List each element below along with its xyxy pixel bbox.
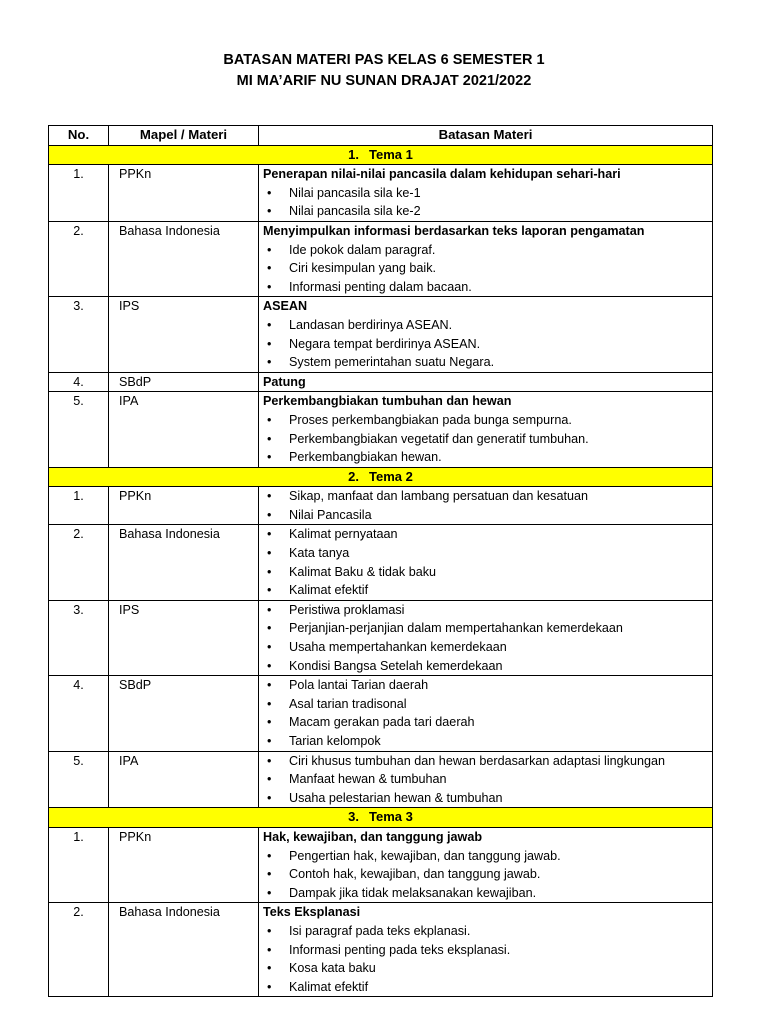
material-point: • Kalimat pernyataan — [263, 525, 708, 544]
material-points-list — [263, 525, 708, 599]
material-points-list — [263, 316, 708, 372]
material-point: • Dampak jika tidak melaksanakan kewajiban. — [263, 884, 708, 903]
material-point: • Isi paragraf pada teks ekplanasi. — [263, 922, 708, 941]
row-number: 1. — [49, 165, 109, 222]
material-point: • Asal tarian tradisonal — [263, 695, 708, 714]
material-point: • Peristiwa proklamasi — [263, 601, 708, 620]
row-number: 2. — [49, 903, 109, 997]
materi-table — [48, 125, 713, 997]
material-point: • Usaha mempertahankan kemerdekaan — [263, 638, 708, 657]
material-point: • Pengertian hak, kewajiban, dan tanggung jawab. — [263, 847, 708, 866]
subject-name: PPKn — [109, 487, 259, 525]
material-point: • Pola lantai Tarian daerah — [263, 676, 708, 695]
subject-name: SBdP — [109, 676, 259, 751]
table-row — [49, 751, 713, 808]
row-number: 3. — [49, 297, 109, 372]
material-point: • Ciri khusus tumbuhan dan hewan berdasarkan adaptasi lingkungan — [263, 752, 708, 771]
material-point: • Kalimat efektif — [263, 978, 708, 997]
material-points-list — [263, 752, 708, 808]
material-point: • Kondisi Bangsa Setelah kemerdekaan — [263, 657, 708, 676]
table-row — [49, 297, 713, 372]
material-points-list — [263, 241, 708, 297]
material-points-list — [263, 411, 708, 467]
subject-name: SBdP — [109, 372, 259, 392]
material-point: • Negara tempat berdirinya ASEAN. — [263, 335, 708, 354]
theme-number: 3. — [348, 809, 359, 825]
table-row — [49, 600, 713, 675]
theme-row — [49, 145, 713, 165]
table-header-row — [49, 126, 713, 146]
table-row — [49, 525, 713, 600]
row-number: 1. — [49, 827, 109, 902]
material-point: • Ciri kesimpulan yang baik. — [263, 259, 708, 278]
material-point: • Manfaat hewan & tumbuhan — [263, 770, 708, 789]
table-row — [49, 221, 713, 296]
material-point: • Landasan berdirinya ASEAN. — [263, 316, 708, 335]
material-point: • Nilai Pancasila — [263, 506, 708, 525]
subject-name: IPA — [109, 751, 259, 808]
material-cell — [259, 827, 713, 902]
material-points-list — [263, 676, 708, 750]
material-heading: Teks Eksplanasi — [263, 905, 361, 920]
material-point: • Kosa kata baku — [263, 959, 708, 978]
document-title-line-1: BATASAN MATERI PAS KELAS 6 SEMESTER 1 — [223, 52, 545, 68]
subject-name: IPA — [109, 392, 259, 467]
theme-label: Tema 2 — [369, 468, 413, 484]
material-point: • Nilai pancasila sila ke-1 — [263, 184, 708, 203]
theme-cell — [49, 808, 713, 828]
material-point: • Proses perkembangbiakan pada bunga sempurna. — [263, 411, 708, 430]
column-header-no: No. — [49, 126, 109, 146]
theme-row — [49, 467, 713, 487]
material-cell — [259, 903, 713, 997]
theme-number: 2. — [348, 468, 359, 484]
material-point: • Informasi penting pada teks eksplanasi. — [263, 941, 708, 960]
material-point: • Tarian kelompok — [263, 732, 708, 751]
material-heading: Penerapan nilai-nilai pancasila dalam kehidupan sehari-hari — [263, 167, 621, 182]
theme-number: 1. — [348, 146, 359, 162]
material-point: • Kalimat Baku & tidak baku — [263, 563, 708, 582]
table-row — [49, 827, 713, 902]
material-point: • Usaha pelestarian hewan & tumbuhan — [263, 789, 708, 808]
material-point: • Kata tanya — [263, 544, 708, 563]
material-cell — [259, 372, 713, 392]
column-header-mapel: Mapel / Materi — [109, 126, 259, 146]
theme-cell — [49, 467, 713, 487]
material-cell — [259, 525, 713, 600]
material-points-list — [263, 847, 708, 903]
material-cell — [259, 487, 713, 525]
material-point: • Macam gerakan pada tari daerah — [263, 713, 708, 732]
subject-name: Bahasa Indonesia — [109, 903, 259, 997]
row-number: 5. — [49, 751, 109, 808]
material-point: • Perkembangbiakan vegetatif dan generatif tumbuhan. — [263, 430, 708, 449]
material-heading: ASEAN — [263, 299, 308, 314]
row-number: 4. — [49, 372, 109, 392]
document-header — [0, 0, 768, 92]
material-point: • System pemerintahan suatu Negara. — [263, 353, 708, 372]
subject-name: PPKn — [109, 827, 259, 902]
material-cell — [259, 600, 713, 675]
material-cell — [259, 297, 713, 372]
material-point: • Contoh hak, kewajiban, dan tanggung jawab. — [263, 865, 708, 884]
material-point: • Sikap, manfaat dan lambang persatuan dan kesatuan — [263, 487, 708, 506]
material-heading: Patung — [263, 374, 306, 389]
table-row — [49, 487, 713, 525]
material-cell — [259, 751, 713, 808]
table-row — [49, 392, 713, 467]
material-cell — [259, 165, 713, 222]
theme-label: Tema 3 — [369, 809, 413, 825]
material-point: • Ide pokok dalam paragraf. — [263, 241, 708, 260]
column-header-batasan: Batasan Materi — [259, 126, 713, 146]
row-number: 4. — [49, 676, 109, 751]
table-row — [49, 676, 713, 751]
row-number: 3. — [49, 600, 109, 675]
document-title-line-2: MI MA’ARIF NU SUNAN DRAJAT 2021/2022 — [236, 73, 532, 89]
material-point: • Kalimat efektif — [263, 581, 708, 600]
theme-row — [49, 808, 713, 828]
material-points-list — [263, 601, 708, 675]
row-number: 2. — [49, 525, 109, 600]
row-number: 1. — [49, 487, 109, 525]
subject-name: PPKn — [109, 165, 259, 222]
theme-label: Tema 1 — [369, 146, 413, 162]
subject-name: Bahasa Indonesia — [109, 221, 259, 296]
material-heading: Hak, kewajiban, dan tanggung jawab — [263, 829, 483, 844]
material-point: • Perkembangbiakan hewan. — [263, 448, 708, 467]
subject-name: IPS — [109, 600, 259, 675]
material-cell — [259, 221, 713, 296]
subject-name: Bahasa Indonesia — [109, 525, 259, 600]
table-row — [49, 372, 713, 392]
material-heading: Menyimpulkan informasi berdasarkan teks laporan pengamatan — [263, 223, 645, 238]
material-point: • Perjanjian-perjanjian dalam mempertahankan kemerdekaan — [263, 619, 708, 638]
row-number: 5. — [49, 392, 109, 467]
table-body — [49, 145, 713, 997]
material-points-list — [263, 922, 708, 996]
material-points-list — [263, 487, 708, 524]
theme-cell — [49, 145, 713, 165]
table-row — [49, 903, 713, 997]
subject-name: IPS — [109, 297, 259, 372]
row-number: 2. — [49, 221, 109, 296]
material-heading: Perkembangbiakan tumbuhan dan hewan — [263, 394, 512, 409]
table-row — [49, 165, 713, 222]
material-points-list — [263, 184, 708, 221]
material-point: • Informasi penting dalam bacaan. — [263, 278, 708, 297]
material-point: • Nilai pancasila sila ke-2 — [263, 202, 708, 221]
material-cell — [259, 392, 713, 467]
material-cell — [259, 676, 713, 751]
